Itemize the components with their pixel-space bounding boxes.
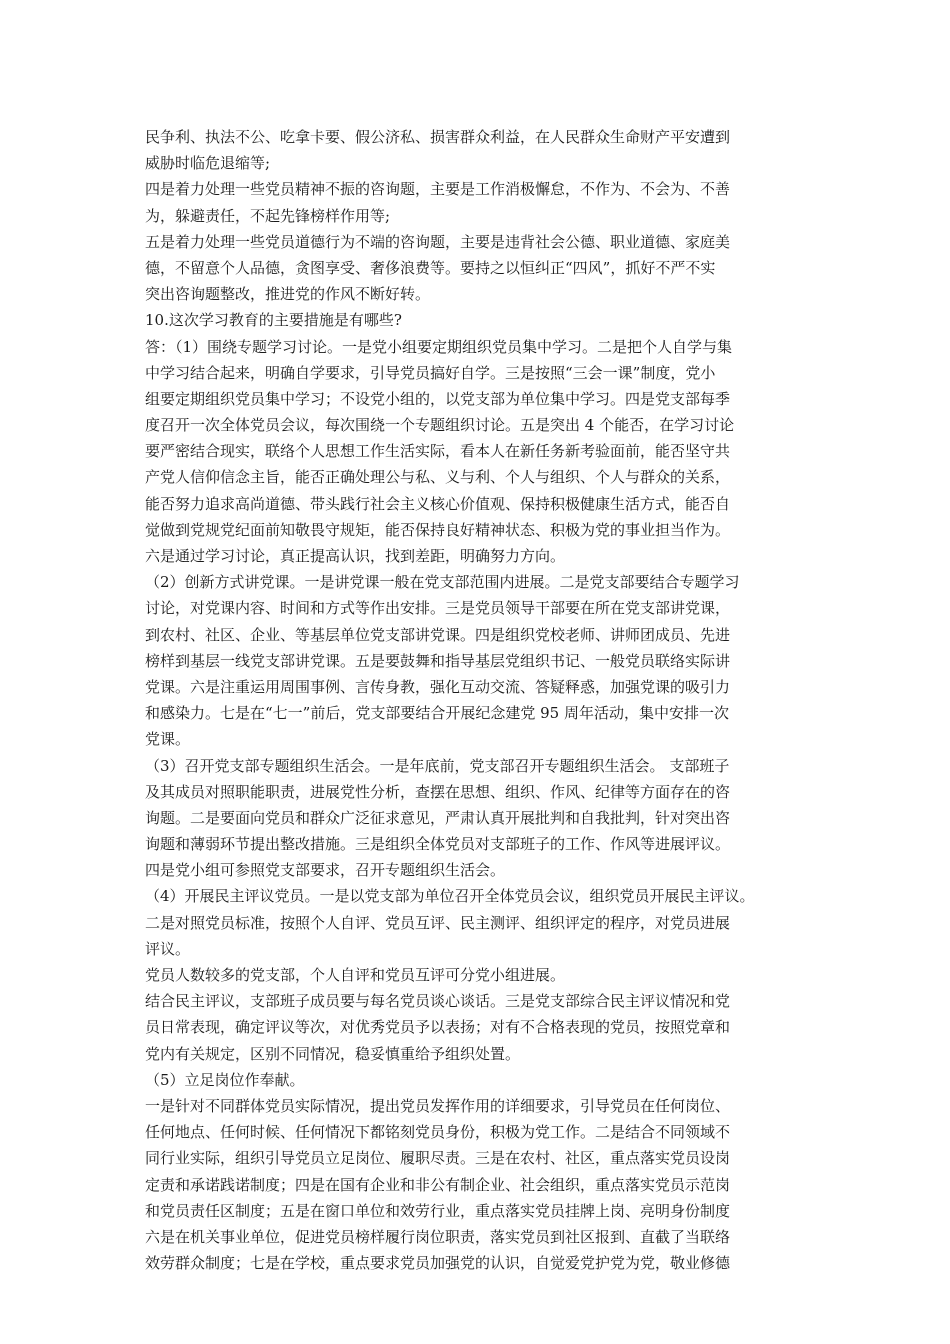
text-line: 询题。二是要面向党员和群众广泛征求意见，严肃认真开展批判和自我批判，针对突出咨 <box>145 808 731 827</box>
text-line: 和党员责任区制度；五是在窗口单位和效劳行业，重点落实党员挂牌上岗、亮明身份制度 <box>145 1201 731 1220</box>
text-line: 能否努力追求高尚道德、带头践行社会主义核心价值观、保持积极健康生活方式，能否自 <box>145 494 731 513</box>
section-4-line: （4）开展民主评议党员。一是以党支部为单位召开全体党员会议，组织党员开展民主评议。 <box>145 887 755 906</box>
text-line: 询题和薄弱环节提出整改措施。三是组织全体党员对支部班子的工作、作风等进展评议。 <box>145 835 731 854</box>
text-line: 讨论，对党课内容、时间和方式等作出安排。三是党员领导干部要在所在党支部讲党课， <box>145 599 731 618</box>
text-line: 产党人信仰信念主旨，能否正确处理公与私、义与利、个人与组织、个人与群众的关系， <box>145 468 731 487</box>
text-line <box>145 1276 820 1302</box>
question-heading: 10.这次学习教育的主要措施是有哪些? <box>145 311 402 330</box>
text-line: 要严密结合现实，联络个人思想工作生活实际，看本人在新任务新考验面前，能否坚守共 <box>145 442 731 461</box>
text-line: 党课。六是注重运用周围事例、言传身教，强化互动交流、答疑释惑，加强党课的吸引力 <box>145 677 731 696</box>
text-line: 四是党小组可参照党支部要求，召开专题组织生活会。 <box>145 861 506 880</box>
text-line: 答：（1）围绕专题学习讨论。一是党小组要定期组织党员集中学习。二是把个人自学与集 <box>145 337 733 356</box>
text-line: 四是着力处理一些党员精神不振的咨询题，主要是工作消极懈怠，不作为、不会为、不善 <box>145 180 731 199</box>
text-line: 党课。 <box>145 730 191 749</box>
text-line: 一是针对不同群体党员实际情况，提出党员发挥作用的详细要求，引导党员在任何岗位、 <box>145 1096 731 1115</box>
text-line: 任何地点、任何时候、任何情况下都铭刻党员身份，积极为党工作。二是结合不同领域不 <box>145 1123 731 1142</box>
text-line: 五是着力处理一些党员道德行为不端的咨询题，主要是违背社会公德、职业道德、家庭美 <box>145 232 731 251</box>
text-line: 觉做到党规党纪面前知敬畏守规矩，能否保持良好精神状态、积极为党的事业担当作为。 <box>145 520 731 539</box>
text-line: 民争利、执法不公、吃拿卡要、假公济私、损害群众利益，在人民群众生命财产平安遭到 <box>145 128 731 146</box>
text-line: 党员人数较多的党支部，个人自评和党员互评可分党小组进展。 <box>145 966 566 984</box>
text-line: 六是通过学习讨论，真正提高认识，找到差距，明确努力方向。 <box>145 547 566 565</box>
text-line: 组要定期组织党员集中学习；不设党小组的，以党支部为单位集中学习。四是党支部每季 <box>145 389 731 408</box>
section-5-heading: （5）立足岗位作奉献。 <box>145 1070 305 1089</box>
text-line: 及其成员对照职能职责，进展党性分析，查摆在思想、组织、作风、纪律等方面存在的咨 <box>145 782 731 801</box>
text-line: 同行业实际，组织引导党员立足岗位、履职尽责。三是在农村、社区，重点落实党员设岗 <box>145 1149 731 1168</box>
text-line: 榜样到基层一线党支部讲党课。五是要鼓舞和指导基层党组织书记、一般党员联络实际讲 <box>145 651 731 670</box>
text-line: 威胁时临危退缩等; <box>145 154 271 173</box>
text-line: 二是对照党员标准，按照个人自评、党员互评、民主测评、组织评定的程序，对党员进展 <box>145 913 731 932</box>
text-line: 效劳群众制度；七是在学校，重点要求党员加强党的认识，自觉爱党护党为党，敬业修德 <box>145 1254 731 1273</box>
text-line: 中学习结合起来，明确自学要求，引导党员搞好自学。三是按照“三会一课”制度，党小 <box>145 363 716 382</box>
text-line: 德，不留意个人品德，贪图享受、奢侈浪费等。要持之以恒纠正“四风”，抓好不严不实 <box>145 258 716 277</box>
text-line: 六是在机关事业单位，促进党员榜样履行岗位职责，落实党员到社区报到、直截了当联络 <box>145 1227 731 1246</box>
text-line: 突出咨询题整改，推进党的作风不断好转。 <box>145 285 431 304</box>
text-line: 评议。 <box>145 939 191 958</box>
text-line: 结合民主评议，支部班子成员要与每名党员谈心谈话。三是党支部综合民主评议情况和党 <box>145 992 731 1011</box>
text-line: 定责和承诺践诺制度；四是在国有企业和非公有制企业、社会组织，重点落实党员示范岗 <box>145 1175 731 1194</box>
text-line: 为，躲避责任，不起先锋榜样作用等; <box>145 206 391 225</box>
text-line: 到农村、社区、企业、等基层单位党支部讲党课。四是组织党校老师、讲师团成员、先进 <box>145 625 731 644</box>
section-2-line: （2）创新方式讲党课。一是讲党课一般在党支部范围内进展。二是党支部要结合专题学习 <box>145 573 740 592</box>
text-line: 党内有关规定，区别不同情况，稳妥慎重给予组织处置。 <box>145 1044 521 1063</box>
section-3-line: （3）召开党支部专题组织生活会。一是年底前，党支部召开专题组织生活会。 支部班子 <box>145 756 730 775</box>
document-body <box>145 124 820 1302</box>
text-line: 和感染力。七是在“七一”前后，党支部要结合开展纪念建党 95 周年活动，集中安排一次 <box>145 704 729 723</box>
text-line: 度召开一次全体党员会议，每次围绕一个专题组织讨论。五是突出 4 个能否，在学习讨论 <box>145 416 735 435</box>
text-line: 员日常表现，确定评议等次，对优秀党员予以表扬；对有不合格表现的党员，按照党章和 <box>145 1018 731 1037</box>
